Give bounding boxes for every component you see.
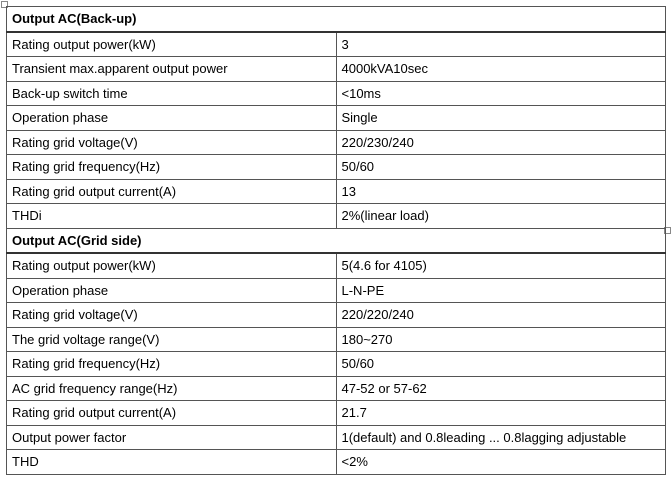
row-label: Rating grid voltage(V) <box>7 130 337 155</box>
row-label: Operation phase <box>7 106 337 131</box>
row-value: 1(default) and 0.8leading ... 0.8lagging adjustable <box>336 425 666 450</box>
table-row <box>7 253 666 278</box>
table-row <box>7 278 666 303</box>
row-label: The grid voltage range(V) <box>7 327 337 352</box>
row-label: THD <box>7 450 337 475</box>
row-label: Transient max.apparent output power <box>7 57 337 82</box>
row-label: Rating grid frequency(Hz) <box>7 155 337 180</box>
row-label: Output power factor <box>7 425 337 450</box>
table-row <box>7 130 666 155</box>
row-value: 220/230/240 <box>336 130 666 155</box>
row-label: Operation phase <box>7 278 337 303</box>
row-value: Single <box>336 106 666 131</box>
row-value: 4000kVA10sec <box>336 57 666 82</box>
row-value: <10ms <box>336 81 666 106</box>
table-row <box>7 81 666 106</box>
row-label: Rating grid frequency(Hz) <box>7 352 337 377</box>
row-value: 21.7 <box>336 401 666 426</box>
table-row <box>7 155 666 180</box>
section-header-row <box>7 7 666 32</box>
row-label: Rating grid output current(A) <box>7 401 337 426</box>
table-row <box>7 106 666 131</box>
row-value: 47-52 or 57-62 <box>336 376 666 401</box>
row-label: Rating output power(kW) <box>7 32 337 57</box>
section-title-grid-side: Output AC(Grid side) <box>7 228 666 253</box>
row-value: 50/60 <box>336 352 666 377</box>
table-row <box>7 450 666 475</box>
row-label: THDi <box>7 204 337 229</box>
row-value: 50/60 <box>336 155 666 180</box>
table-row <box>7 204 666 229</box>
row-label: AC grid frequency range(Hz) <box>7 376 337 401</box>
spec-table-body <box>7 7 666 475</box>
table-row <box>7 401 666 426</box>
row-value: 2%(linear load) <box>336 204 666 229</box>
table-row <box>7 57 666 82</box>
section-title-backup: Output AC(Back-up) <box>7 7 666 32</box>
row-value: 13 <box>336 179 666 204</box>
table-row <box>7 327 666 352</box>
row-value: 5(4.6 for 4105) <box>336 253 666 278</box>
row-value: 3 <box>336 32 666 57</box>
table-row <box>7 32 666 57</box>
row-label: Rating grid voltage(V) <box>7 303 337 328</box>
table-row <box>7 425 666 450</box>
row-value: L-N-PE <box>336 278 666 303</box>
row-label: Rating grid output current(A) <box>7 179 337 204</box>
row-value: <2% <box>336 450 666 475</box>
table-row <box>7 179 666 204</box>
row-value: 180~270 <box>336 327 666 352</box>
section-header-row <box>7 228 666 253</box>
spec-table <box>6 6 666 475</box>
table-row <box>7 376 666 401</box>
row-label: Rating output power(kW) <box>7 253 337 278</box>
table-row <box>7 352 666 377</box>
row-label: Back-up switch time <box>7 81 337 106</box>
table-row <box>7 303 666 328</box>
row-value: 220/220/240 <box>336 303 666 328</box>
